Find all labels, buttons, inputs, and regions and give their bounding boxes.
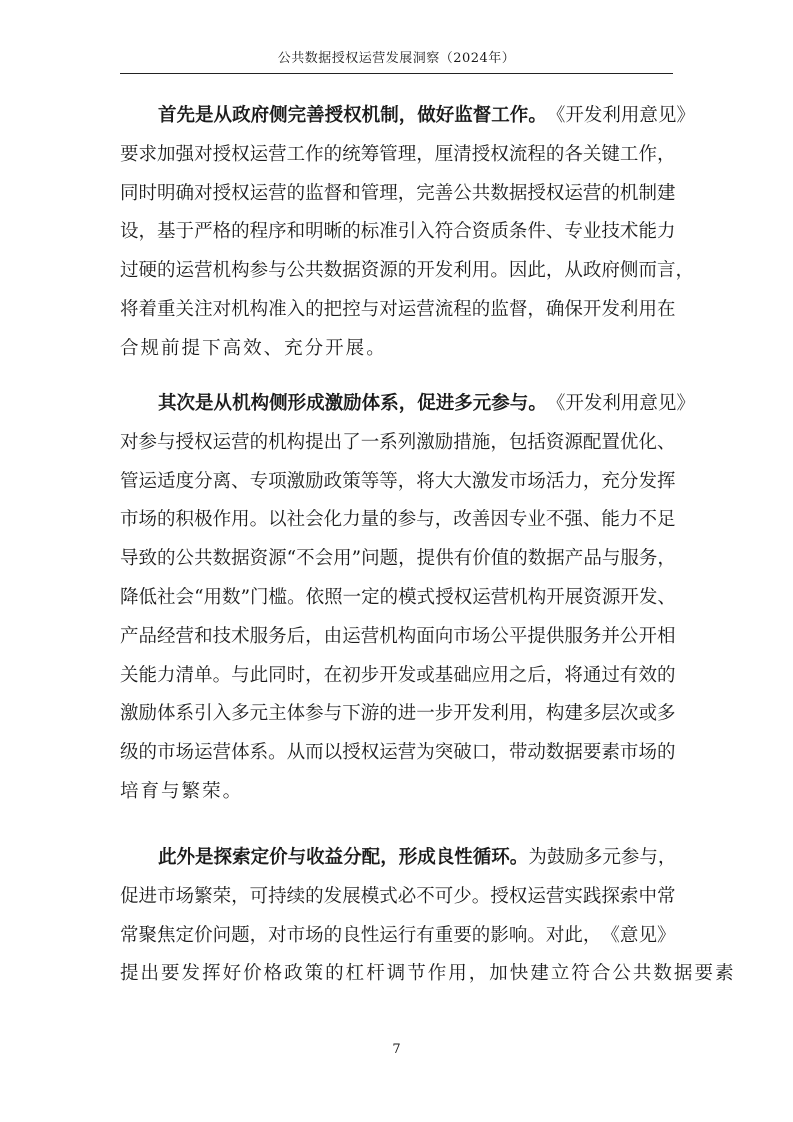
text-line: 降 低 社 会 “ 用 数 ” 门 槛 。 依 照 一 定 的 模 式 授 权 运 营 机 构 开 展 资 源 开 发 、 [120, 587, 676, 608]
text-line: 级 的 市 场 运 营 体 系 。 从 而 以 授 权 运 营 为 突 破 口 ， 带 动 数 据 要 素 市 场 的 [120, 742, 676, 764]
text-line: 导 致 的 公 共 数 据 资 源 “ 不 会 用 ” 问 题 ， 提 供 有 价 值 的 数 据 产 品 与 服 务 ， [120, 548, 676, 570]
header-divider [120, 73, 673, 74]
text-line: 提 出 要 发 挥 好 价 格 政 策 的 杠 杆 调 节 作 用 ， 加 快 建 立 符 合 公 共 数 据 要 素 [120, 963, 736, 985]
text-line: 产 品 经 营 和 技 术 服 务 后 ， 由 运 营 机 构 面 向 市 场 公 平 提 供 服 务 并 公 开 相 [120, 625, 676, 647]
text-line: 其 次 是 从 机 构 侧 形 成 激 励 体 系 ， 促 进 多 元 参 与 。 《 开 发 利 用 意 见 》 [158, 393, 695, 414]
text-line: 此 外 是 探 索 定 价 与 收 益 分 配 ， 形 成 良 性 循 环 。 为 鼓 励 多 元 参 与 ， [158, 847, 677, 868]
text-line: 过 硬 的 运 营 机 构 参 与 公 共 数 据 资 源 的 开 发 利 用 。 因 此 ， 从 政 府 侧 而 言 ， [120, 260, 694, 282]
running-header: 公共数据授权运营发展洞察（2024年） [277, 51, 516, 66]
text-line: 设 ， 基 于 严 格 的 程 序 和 明 晰 的 标 准 引 入 符 合 资 质 条 件 、 专 业 技 术 能 力 [120, 221, 676, 243]
text-line: 对 参 与 授 权 运 营 的 机 构 提 出 了 一 系 列 激 励 措 施 ， 包 括 资 源 配 置 优 化 、 [120, 431, 676, 453]
text-line: 关 能 力 清 单 。 与 此 同 时 ， 在 初 步 开 发 或 基 础 应 用 之 后 ， 将 通 过 有 效 的 [120, 664, 676, 686]
text-line: 同 时 明 确 对 授 权 运 营 的 监 督 和 管 理 ， 完 善 公 共 数 据 授 权 运 营 的 机 制 建 [120, 182, 676, 204]
text-line: 市 场 的 积 极 作 用 。 以 社 会 化 力 量 的 参 与 ， 改 善 因 专 业 不 强 、 能 力 不 足 [120, 509, 676, 531]
text-line: 促 进 市 场 繁 荣 ， 可 持 续 的 发 展 模 式 必 不 可 少 。 授 权 运 营 实 践 探 索 中 常 [120, 885, 676, 907]
text-line: 合 规 前 提 下 高 效 、 充 分 开 展 。 [120, 337, 387, 359]
text-line: 管 运 适 度 分 离 、 专 项 激 励 政 策 等 等 ， 将 大 大 激 发 市 场 活 力 ， 充 分 发 挥 [120, 470, 676, 492]
text-line: 首 先 是 从 政 府 侧 完 善 授 权 机 制 ， 做 好 监 督 工 作 。 《 开 发 利 用 意 见 》 [158, 105, 695, 126]
text-line: 将 着 重 关 注 对 机 构 准 入 的 把 控 与 对 运 营 流 程 的 监 督 ， 确 保 开 发 利 用 在 [120, 299, 676, 320]
text-line: 培 育 与 繁 荣 。 [120, 781, 244, 802]
page-number: 7 [392, 1042, 401, 1057]
text-line: 常 聚 焦 定 价 问 题 ， 对 市 场 的 良 性 运 行 有 重 要 的 影 响 。 对 此 ， 《 意 见 》 [120, 924, 676, 946]
text-line: 激 励 体 系 引 入 多 元 主 体 参 与 下 游 的 进 一 步 开 发 利 用 ， 构 建 多 层 次 或 多 [120, 703, 676, 725]
text-line: 要 求 加 强 对 授 权 运 营 工 作 的 统 筹 管 理 ， 厘 清 授 权 流 程 的 各 关 键 工 作 ， [120, 143, 676, 165]
